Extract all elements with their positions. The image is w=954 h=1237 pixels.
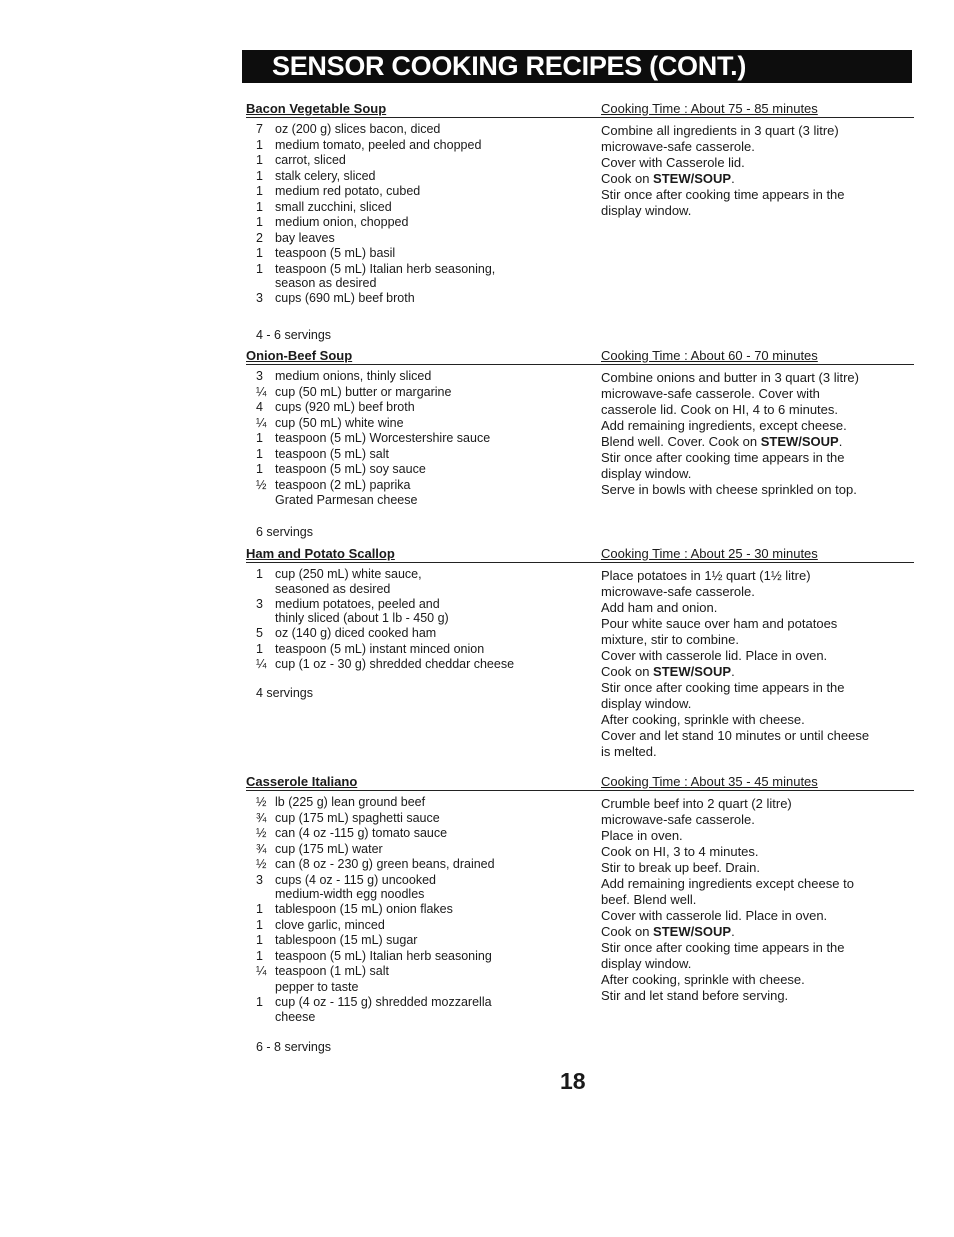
ingredient-item bbox=[256, 153, 586, 169]
direction-line: Add remaining ingredients, except cheese. bbox=[601, 418, 847, 433]
servings: 4 servings bbox=[256, 686, 313, 700]
ingredient-text: teaspoon (5 mL) soy sauce bbox=[275, 462, 426, 476]
ingredient-text: stalk celery, sliced bbox=[275, 168, 376, 183]
ingredient-item bbox=[256, 657, 586, 673]
ingredient-item bbox=[256, 416, 586, 432]
direction-line: display window. bbox=[601, 956, 692, 971]
ingredient-item bbox=[256, 169, 586, 185]
ingredient-text: clove garlic, minced bbox=[275, 917, 385, 932]
ingredient-quantity: ¼ bbox=[256, 964, 267, 978]
direction-line: Crumble beef into 2 quart (2 litre) bbox=[601, 796, 792, 811]
recipe-header bbox=[246, 774, 914, 791]
servings: 6 - 8 servings bbox=[256, 1040, 332, 1054]
direction-line: Add remaining ingredients except cheese to bbox=[601, 876, 854, 891]
ingredient-text: medium onion, chopped bbox=[275, 215, 409, 229]
direction-line: display window. bbox=[601, 203, 692, 218]
ingredient-text: cups (690 mL) beef broth bbox=[275, 291, 415, 305]
ingredient-text: teaspoon (5 mL) basil bbox=[275, 246, 396, 260]
ingredient-quantity: 1 bbox=[256, 431, 263, 445]
ingredient-text: medium potatoes, peeled and bbox=[275, 596, 440, 611]
ingredient-quantity: 1 bbox=[256, 917, 263, 932]
directions bbox=[601, 123, 916, 219]
ingredient-item bbox=[256, 215, 586, 231]
ingredient-item bbox=[256, 795, 586, 811]
ingredient-list bbox=[256, 122, 586, 307]
direction-line: Stir and let stand before serving. bbox=[601, 988, 789, 1003]
ingredient-text: teaspoon (1 mL) salt bbox=[275, 964, 389, 978]
direction-line: is melted. bbox=[601, 744, 657, 759]
direction-line: microwave-safe casserole. Cover with bbox=[601, 386, 820, 401]
ingredient-item bbox=[256, 842, 586, 858]
recipe-title: Bacon Vegetable Soup bbox=[246, 101, 387, 116]
ingredient-quantity: 1 bbox=[256, 948, 263, 963]
ingredient-text: cup (50 mL) white wine bbox=[275, 415, 404, 430]
ingredient-item bbox=[256, 478, 586, 494]
ingredient-quantity: 7 bbox=[256, 122, 263, 136]
servings: 4 - 6 servings bbox=[256, 328, 332, 342]
direction-line: Stir to break up beef. Drain. bbox=[601, 860, 760, 875]
ingredient-quantity: ½ bbox=[256, 795, 267, 809]
ingredient-item bbox=[256, 873, 586, 901]
direction-line: Pour white sauce over ham and potatoes bbox=[601, 616, 838, 631]
ingredient-text: cup (1 oz - 30 g) shredded cheddar cheese bbox=[275, 657, 515, 671]
ingredient-text: lb (225 g) lean ground beef bbox=[275, 795, 426, 809]
ingredient-item bbox=[256, 902, 586, 918]
direction-line: casserole lid. Cook on HI, 4 to 6 minutes. bbox=[601, 402, 839, 417]
ingredient-text-continued: seasoned as desired bbox=[275, 581, 391, 596]
ingredient-item bbox=[256, 246, 586, 262]
direction-line: Cook on HI, 3 to 4 minutes. bbox=[601, 844, 759, 859]
direction-line: microwave-safe casserole. bbox=[601, 584, 755, 599]
ingredient-text: cup (250 mL) white sauce, bbox=[275, 567, 422, 581]
ingredient-text: teaspoon (2 mL) paprika bbox=[275, 477, 411, 492]
direction-line: Place in oven. bbox=[601, 828, 683, 843]
ingredient-item bbox=[256, 597, 586, 625]
direction-line: Serve in bowls with cheese sprinkled on top. bbox=[601, 482, 857, 497]
ingredient-item bbox=[256, 995, 586, 1023]
direction-line: Cover with casserole lid. Place in oven. bbox=[601, 648, 828, 663]
ingredient-list bbox=[256, 369, 586, 509]
ingredient-quantity: ¼ bbox=[256, 657, 267, 671]
ingredient-item bbox=[256, 385, 586, 401]
recipe-title: Onion-Beef Soup bbox=[246, 348, 353, 363]
ingredient-quantity: 1 bbox=[256, 641, 263, 656]
ingredient-text: cup (50 mL) butter or margarine bbox=[275, 384, 452, 399]
direction-line: microwave-safe casserole. bbox=[601, 812, 755, 827]
ingredient-item bbox=[256, 431, 586, 447]
ingredient-text: teaspoon (5 mL) Italian herb seasoning bbox=[275, 948, 492, 963]
ingredient-text: medium red potato, cubed bbox=[275, 184, 421, 198]
ingredient-item bbox=[256, 949, 586, 965]
ingredient-quantity: 1 bbox=[256, 168, 263, 183]
ingredient-quantity: ¾ bbox=[256, 841, 267, 856]
recipe-header bbox=[246, 348, 914, 365]
ingredient-quantity: 3 bbox=[256, 872, 263, 887]
recipe-title: Casserole Italiano bbox=[246, 774, 358, 789]
ingredient-quantity: ½ bbox=[256, 477, 267, 492]
direction-line: microwave-safe casserole. bbox=[601, 139, 755, 154]
ingredient-text: can (4 oz -115 g) tomato sauce bbox=[275, 826, 448, 840]
ingredient-item bbox=[256, 933, 586, 949]
ingredient-item bbox=[256, 462, 586, 478]
directions bbox=[601, 370, 916, 498]
ingredient-text: cup (175 mL) spaghetti sauce bbox=[275, 810, 440, 825]
cooking-time: Cooking Time : About 75 - 85 minutes bbox=[601, 101, 818, 116]
direction-line: beef. Blend well. bbox=[601, 892, 697, 907]
ingredient-quantity: 5 bbox=[256, 626, 263, 640]
ingredient-text-continued: thinly sliced (about 1 lb - 450 g) bbox=[275, 611, 449, 625]
ingredient-item bbox=[256, 567, 586, 595]
ingredient-item bbox=[256, 811, 586, 827]
direction-line: Combine onions and butter in 3 quart (3 litre) bbox=[601, 370, 859, 385]
ingredient-quantity: 4 bbox=[256, 400, 263, 414]
direction-line: After cooking, sprinkle with cheese. bbox=[601, 712, 805, 727]
ingredient-text-continued: season as desired bbox=[275, 276, 377, 290]
direction-line: Cook on STEW/SOUP. bbox=[601, 664, 735, 679]
direction-line: display window. bbox=[601, 696, 692, 711]
ingredient-text: oz (140 g) diced cooked ham bbox=[275, 626, 437, 640]
ingredient-item bbox=[256, 184, 586, 200]
ingredient-text: cups (4 oz - 115 g) uncooked bbox=[275, 872, 436, 887]
ingredient-text: teaspoon (5 mL) instant minced onion bbox=[275, 641, 485, 656]
page-number: 18 bbox=[560, 1068, 586, 1094]
direction-line: display window. bbox=[601, 466, 692, 481]
ingredient-item bbox=[256, 291, 586, 307]
page-title: SENSOR COOKING RECIPES (CONT.) bbox=[242, 50, 912, 83]
direction-line: mixture, stir to combine. bbox=[601, 632, 739, 647]
recipe-casserole-italiano bbox=[246, 774, 914, 1054]
direction-line: Add ham and onion. bbox=[601, 600, 718, 615]
direction-line: Cook on STEW/SOUP. bbox=[601, 924, 735, 939]
ingredient-quantity: 1 bbox=[256, 246, 263, 260]
ingredient-list bbox=[256, 795, 586, 1025]
ingredient-quantity: 3 bbox=[256, 596, 263, 611]
ingredient-text: small zucchini, sliced bbox=[275, 199, 392, 214]
ingredient-item bbox=[256, 447, 586, 463]
ingredient-quantity: ½ bbox=[256, 826, 267, 840]
ingredient-quantity: 2 bbox=[256, 230, 263, 245]
ingredient-text: medium tomato, peeled and chopped bbox=[275, 137, 482, 152]
direction-line: Stir once after cooking time appears in the bbox=[601, 680, 845, 695]
ingredient-text: tablespoon (15 mL) sugar bbox=[275, 933, 418, 947]
ingredient-item bbox=[256, 857, 586, 873]
direction-line: Cover and let stand 10 minutes or until cheese bbox=[601, 728, 870, 743]
ingredient-quantity: 1 bbox=[256, 902, 263, 916]
cooking-time: Cooking Time : About 25 - 30 minutes bbox=[601, 546, 818, 561]
ingredient-item bbox=[256, 138, 586, 154]
ingredient-text-continued: cheese bbox=[275, 1009, 316, 1024]
direction-line: Cover with Casserole lid. bbox=[601, 155, 745, 170]
ingredient-quantity: 1 bbox=[256, 446, 263, 461]
cooking-time: Cooking Time : About 35 - 45 minutes bbox=[601, 774, 818, 789]
ingredient-text: cups (920 mL) beef broth bbox=[275, 400, 415, 414]
recipe-title: Ham and Potato Scallop bbox=[246, 546, 395, 561]
ingredient-quantity: 3 bbox=[256, 369, 263, 383]
ingredient-item bbox=[256, 369, 586, 385]
recipe-header bbox=[246, 546, 914, 563]
ingredient-quantity: 1 bbox=[256, 567, 263, 581]
ingredient-quantity: ¼ bbox=[256, 415, 267, 430]
ingredient-quantity: 3 bbox=[256, 291, 263, 305]
recipe-ham-and-potato-scallop bbox=[246, 546, 914, 759]
ingredient-text: medium onions, thinly sliced bbox=[275, 369, 432, 383]
ingredient-quantity: 1 bbox=[256, 199, 263, 214]
ingredient-text: tablespoon (15 mL) onion flakes bbox=[275, 902, 453, 916]
ingredient-text: teaspoon (5 mL) Italian herb seasoning, bbox=[275, 261, 496, 276]
servings: 6 servings bbox=[256, 525, 313, 539]
ingredient-text-continued: medium-width egg noodles bbox=[275, 887, 425, 901]
direction-line: Cook on STEW/SOUP. bbox=[601, 171, 735, 186]
recipe-header bbox=[246, 101, 914, 118]
ingredient-text: Grated Parmesan cheese bbox=[275, 493, 418, 507]
direction-line: Cover with casserole lid. Place in oven. bbox=[601, 908, 828, 923]
ingredient-item bbox=[256, 980, 586, 996]
ingredient-item bbox=[256, 400, 586, 416]
direction-line: Combine all ingredients in 3 quart (3 litre) bbox=[601, 123, 839, 138]
ingredient-text: teaspoon (5 mL) salt bbox=[275, 446, 389, 461]
directions bbox=[601, 796, 916, 1004]
ingredient-item bbox=[256, 642, 586, 658]
ingredient-text: carrot, sliced bbox=[275, 153, 346, 167]
ingredient-quantity: 1 bbox=[256, 462, 263, 476]
ingredient-item bbox=[256, 626, 586, 642]
direction-line: After cooking, sprinkle with cheese. bbox=[601, 972, 805, 987]
ingredient-item bbox=[256, 493, 586, 509]
ingredient-item bbox=[256, 231, 586, 247]
ingredient-text: can (8 oz - 230 g) green beans, drained bbox=[275, 857, 495, 871]
ingredient-quantity: 1 bbox=[256, 137, 263, 152]
recipe-onion-beef-soup bbox=[246, 348, 914, 539]
ingredient-text: cup (175 mL) water bbox=[275, 841, 383, 856]
ingredient-item bbox=[256, 918, 586, 934]
ingredient-quantity: 1 bbox=[256, 995, 263, 1009]
direction-line: Stir once after cooking time appears in the bbox=[601, 187, 845, 202]
ingredient-text: teaspoon (5 mL) Worcestershire sauce bbox=[275, 431, 491, 445]
ingredient-quantity: 1 bbox=[256, 933, 263, 947]
ingredient-item bbox=[256, 200, 586, 216]
ingredient-item bbox=[256, 122, 586, 138]
ingredient-quantity: ¼ bbox=[256, 384, 267, 399]
direction-line: Stir once after cooking time appears in the bbox=[601, 450, 845, 465]
direction-line: Stir once after cooking time appears in the bbox=[601, 940, 845, 955]
ingredient-text: cup (4 oz - 115 g) shredded mozzarella bbox=[275, 995, 492, 1009]
direction-line: Place potatoes in 1½ quart (1½ litre) bbox=[601, 568, 811, 583]
ingredient-quantity: ½ bbox=[256, 857, 267, 871]
ingredient-quantity: 1 bbox=[256, 215, 263, 229]
directions bbox=[601, 568, 916, 760]
ingredient-quantity: ¾ bbox=[256, 810, 267, 825]
ingredient-text: oz (200 g) slices bacon, diced bbox=[275, 122, 441, 136]
direction-line: Blend well. Cover. Cook on STEW/SOUP. bbox=[601, 434, 843, 449]
ingredient-item bbox=[256, 262, 586, 290]
ingredient-list bbox=[256, 567, 586, 673]
ingredient-quantity: 1 bbox=[256, 184, 263, 198]
recipe-bacon-vegetable-soup bbox=[246, 101, 914, 342]
ingredient-item bbox=[256, 964, 586, 980]
ingredient-text: pepper to taste bbox=[275, 979, 359, 994]
ingredient-text: bay leaves bbox=[275, 230, 335, 245]
ingredient-quantity: 1 bbox=[256, 261, 263, 276]
ingredient-quantity: 1 bbox=[256, 153, 263, 167]
cooking-time: Cooking Time : About 60 - 70 minutes bbox=[601, 348, 818, 363]
ingredient-item bbox=[256, 826, 586, 842]
